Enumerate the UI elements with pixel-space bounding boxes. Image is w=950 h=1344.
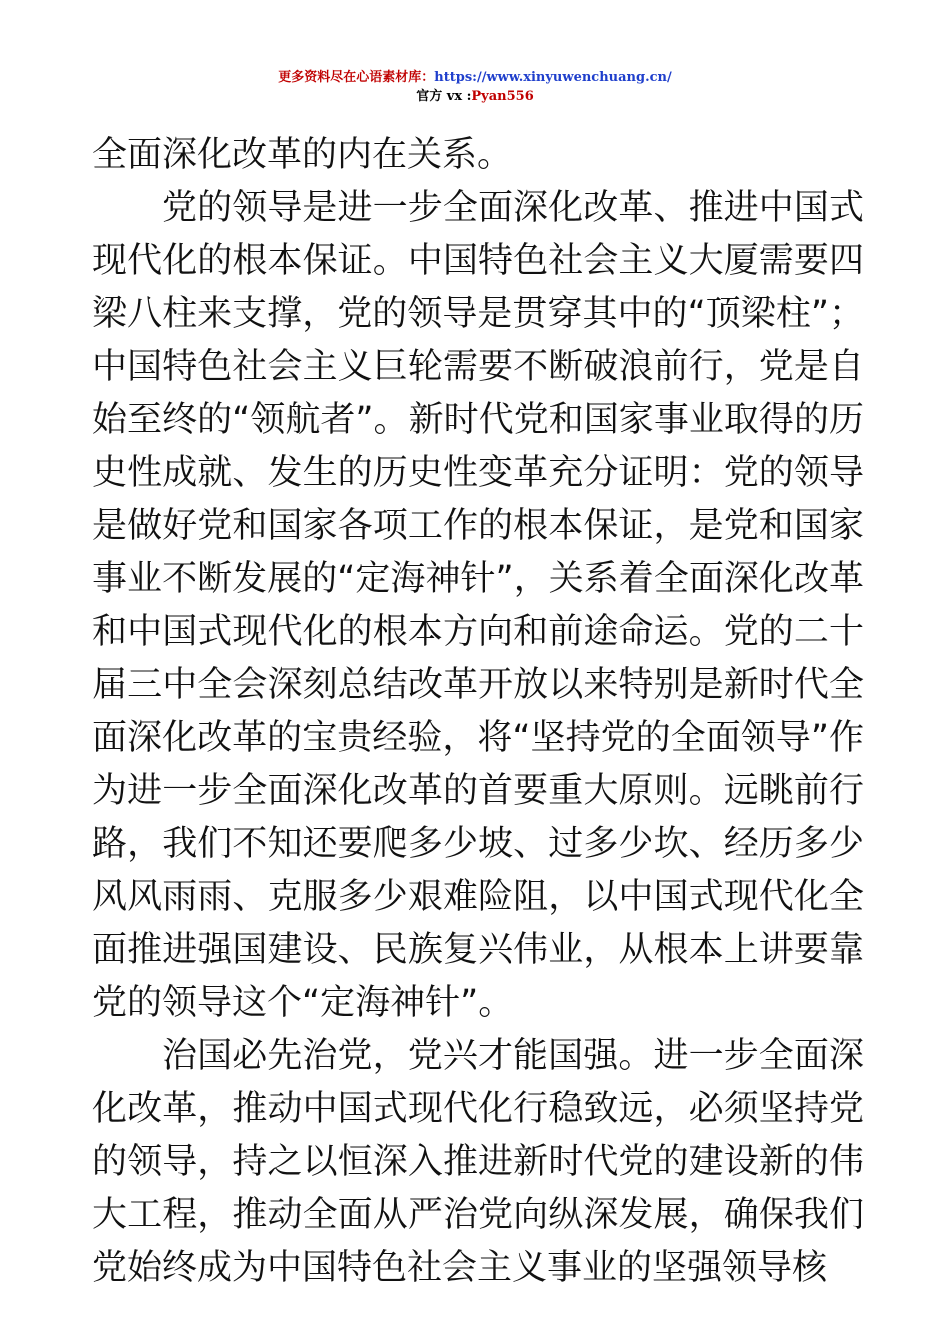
wechat-id: Pyan556 <box>471 89 534 104</box>
promo-line <box>0 68 950 87</box>
wechat-line <box>0 87 950 106</box>
page-header <box>0 68 950 106</box>
wechat-label: 官方 vx : <box>416 89 472 104</box>
document-body <box>92 129 864 1295</box>
promo-text: 更多资料尽在心语素材库： <box>278 70 435 85</box>
promo-link[interactable]: https://www.xinyuwenchuang.cn/ <box>434 70 672 85</box>
paragraph-party-leadership: 党的领导是进一步全面深化改革、推进中国式现代化的根本保证。中国特色社会主义大厦需要四梁八柱来支撑，党的领导是贯穿其中的“顶梁柱”；中国特色社会主义巨轮需要不断破浪前行，党是自始至终的“领航者”。新时代党和国家事业取得的历史性成就、发生的历史性变革充分证明：党的领导是做好党和国家各项工作的根本保证，是党和国家事业不断发展的“定海神针”，关系着全面深化改革和中国式现代化的根本方向和前途命运。党的二十届三中全会深刻总结改革开放以来特别是新时代全面深化改革的宝贵经验，将“坚持党的全面领导”作为进一步全面深化改革的首要重大原则。远眺前行路，我们不知还要爬多少坡、过多少坎、经历多少风风雨雨、克服多少艰难险阻，以中国式现代化全面推进强国建设、民族复兴伟业，从根本上讲要靠党的领导这个“定海神针”。 <box>92 188 864 1023</box>
paragraph-continuation: 全面深化改革的内在关系。 <box>92 135 513 175</box>
paragraph-governing-party: 治国必先治党，党兴才能国强。进一步全面深化改革，推动中国式现代化行稳致远，必须坚持党的领导，持之以恒深入推进新时代党的建设新的伟大工程，推动全面从严治党向纵深发展，确保我们党始终成为中国特色社会主义事业的坚强领导核 <box>92 1036 864 1288</box>
